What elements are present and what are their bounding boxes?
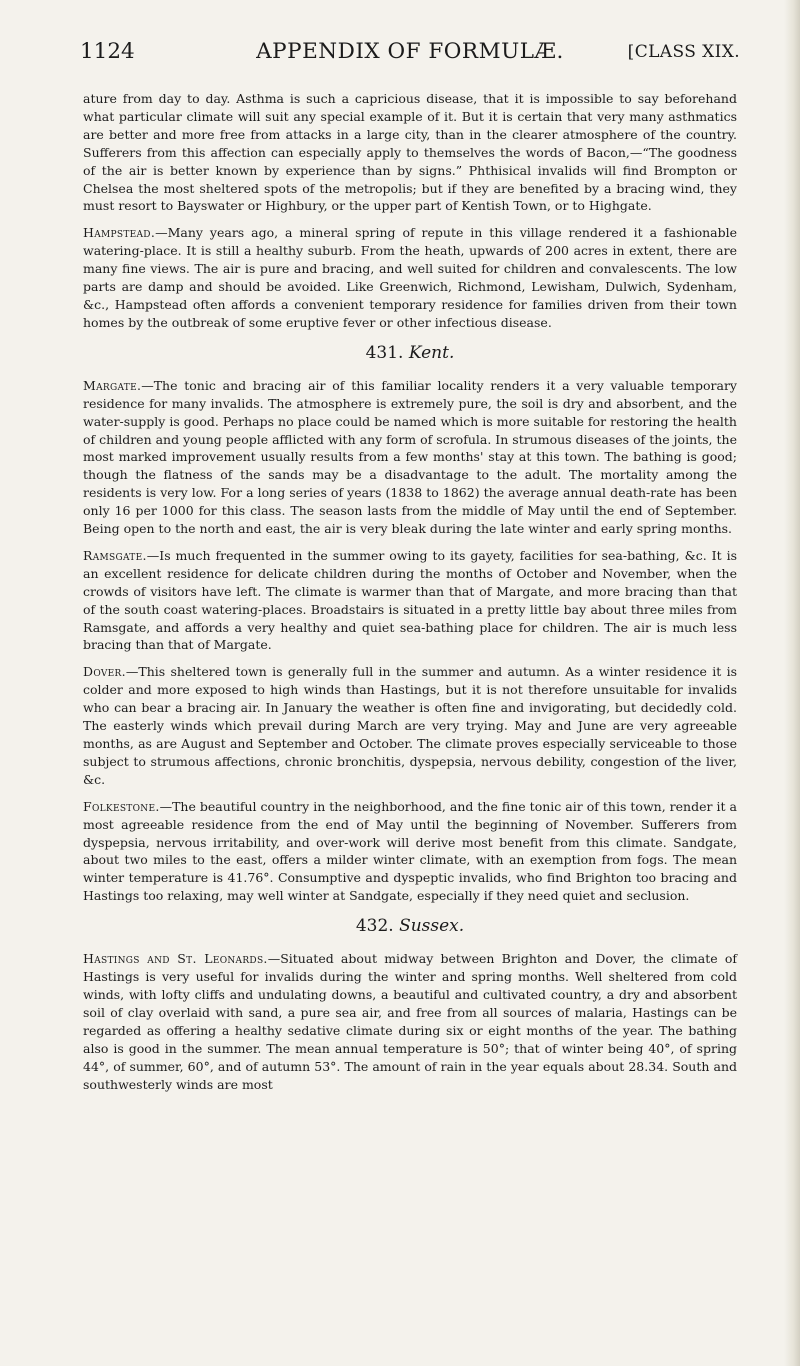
paragraph-ramsgate [83, 547, 737, 654]
place-heading-dover: Dover. [83, 664, 126, 680]
paragraph-hastings [83, 950, 737, 1093]
place-heading-folkestone: Folkestone. [83, 798, 160, 814]
place-heading-hastings: Hastings and St. Leonards. [83, 951, 268, 967]
place-heading-margate: Margate. [83, 377, 142, 393]
page-edge-shadow [784, 0, 800, 1366]
paragraph-asthma: ature from day to day. Asthma is such a capricious disease, that it is impossible to say beforehand what particular climate will suit any special example of it. But it is certain that very many asthmatics are better and more free from attacks in a large city, than in the clearer atmosphere of the country. Sufferers from this affection can especially apply to themselves the words of Bacon,—“The goodness of the air is better known by experience than by signs.” Phthisical invalids will find Brompton or Chelsea the most sheltered spots of the metropolis; but if they are benefited by a bracing wind, they must resort to Bayswater or Highbury, or the upper part of Kentish Town, or to Highgate. [83, 91, 737, 214]
paragraph-text: —The tonic and bracing air of this familiar locality renders it a very valuable temporary residence for many invalids. The atmosphere is extremely pure, the soil is dry and absorbent, and the water-supply is good. Perhaps no place could be named which is more suitable for restoring the health of children and young people afflicted with any form of scrofula. In strumous diseases of the joints, the most marked improvement usually results from a few months' stay at this town. The bathing is good; though the flatness of the sands may be a disadvantage to the adult. The mortality among the residents is very low. For a long series of years (1838 to 1862) the average annual death-rate has been only 16 per 1000 for this class. The season lasts from the middle of May until the end of September. Being open to the north and east, the air is very bleak during the late winter and early spring months. [83, 377, 737, 537]
place-heading-ramsgate: Ramsgate. [83, 547, 147, 563]
paragraph-folkestone [83, 798, 737, 905]
paragraph-text: —Many years ago, a mineral spring of repute in this village rendered it a fashionable watering-place. It is still a healthy suburb. From the heath, upwards of 200 acres in extent, there are many fine views. The air is pure and bracing, and well suited for children and convalescents. The low parts are damp and should be avoided. Like Greenwich, Richmond, Lewisham, Dulwich, Sydenham, &c., Hampstead often affords a convenient temporary residence for families driven from their town homes by the outbreak of some eruptive fever or other infectious disease. [83, 225, 737, 330]
class-label: [CLASS XIX. [627, 42, 740, 62]
paragraph-margate [83, 377, 737, 538]
section-number: 431. [365, 342, 404, 363]
section-title: Kent. [408, 342, 455, 363]
paragraph-text: —This sheltered town is generally full in the summer and autumn. As a winter residence it is colder and more exposed to high winds than Hastings, but it is not therefore unsuitable for invalids who can bear a bracing air. In January the weather is often fine and invigorating, but decidedly cold. The easterly winds which prevail during March are very trying. May and June are very agreeable months, as are August and September and October. The climate proves especially serviceable to those subject to strumous affections, chronic bronchitis, dyspepsia, nervous debility, congestion of the liver, &c. [83, 664, 737, 787]
page-number: 1124 [80, 39, 135, 64]
running-head [80, 37, 740, 67]
paragraph-text: —Is much frequented in the summer owing to its gayety, facilities for sea-bathing, &c. It is an excellent residence for delicate children during the months of October and November, when the crowds of visitors have left. The climate is warmer than that of Margate, and more bracing than that of the south coast watering-places. Broadstairs is situated in a pretty little bay about three miles from Ramsgate, and affords a very healthy and quiet sea-bathing place for children. The air is much less bracing than that of Margate. [83, 547, 737, 653]
section-title: Sussex. [399, 916, 465, 937]
paragraph-text: —The beautiful country in the neighborhood, and the fine tonic air of this town, render it a most agreeable residence from the end of May until the beginning of November. Sufferers from dyspepsia, nervous irritability, and over-work will derive most benefit from this climate. Sandgate, about two miles to the east, offers a milder winter climate, with an exemption from fogs. The mean winter temperature is 41.76°. Consumptive and dyspeptic invalids, who find Brighton too bracing and Hastings too relaxing, may well winter at Sandgate, especially if they need quiet and seclusion. [83, 798, 737, 904]
section-heading-431 [83, 342, 737, 364]
section-number: 432. [355, 916, 394, 937]
page-body [83, 90, 737, 1102]
paragraph-text: —Situated about midway between Brighton and Dover, the climate of Hastings is very useful for invalids during the winter and spring months. Well sheltered from cold winds, with lofty cliffs and undulating downs, a beautiful and cultivated country, a dry and absorbent soil of clay overlaid with sand, a pure sea air, and free from all sources of malaria, Hastings can be regarded as offering a healthy sedative climate during six or eight months of the year. The bathing also is good in the summer. The mean annual temperature is 50°; that of winter being 40°, of spring 44°, of summer, 60°, and of autumn 53°. The amount of rain in the year equals about 28.34. South and southwesterly winds are most [83, 951, 737, 1092]
paragraph-dover [83, 663, 737, 788]
paragraph-hampstead [83, 224, 737, 331]
section-heading-432 [83, 915, 737, 937]
place-heading-hampstead: Hampstead. [83, 225, 156, 241]
running-title: APPENDIX OF FORMULÆ. [256, 39, 564, 64]
